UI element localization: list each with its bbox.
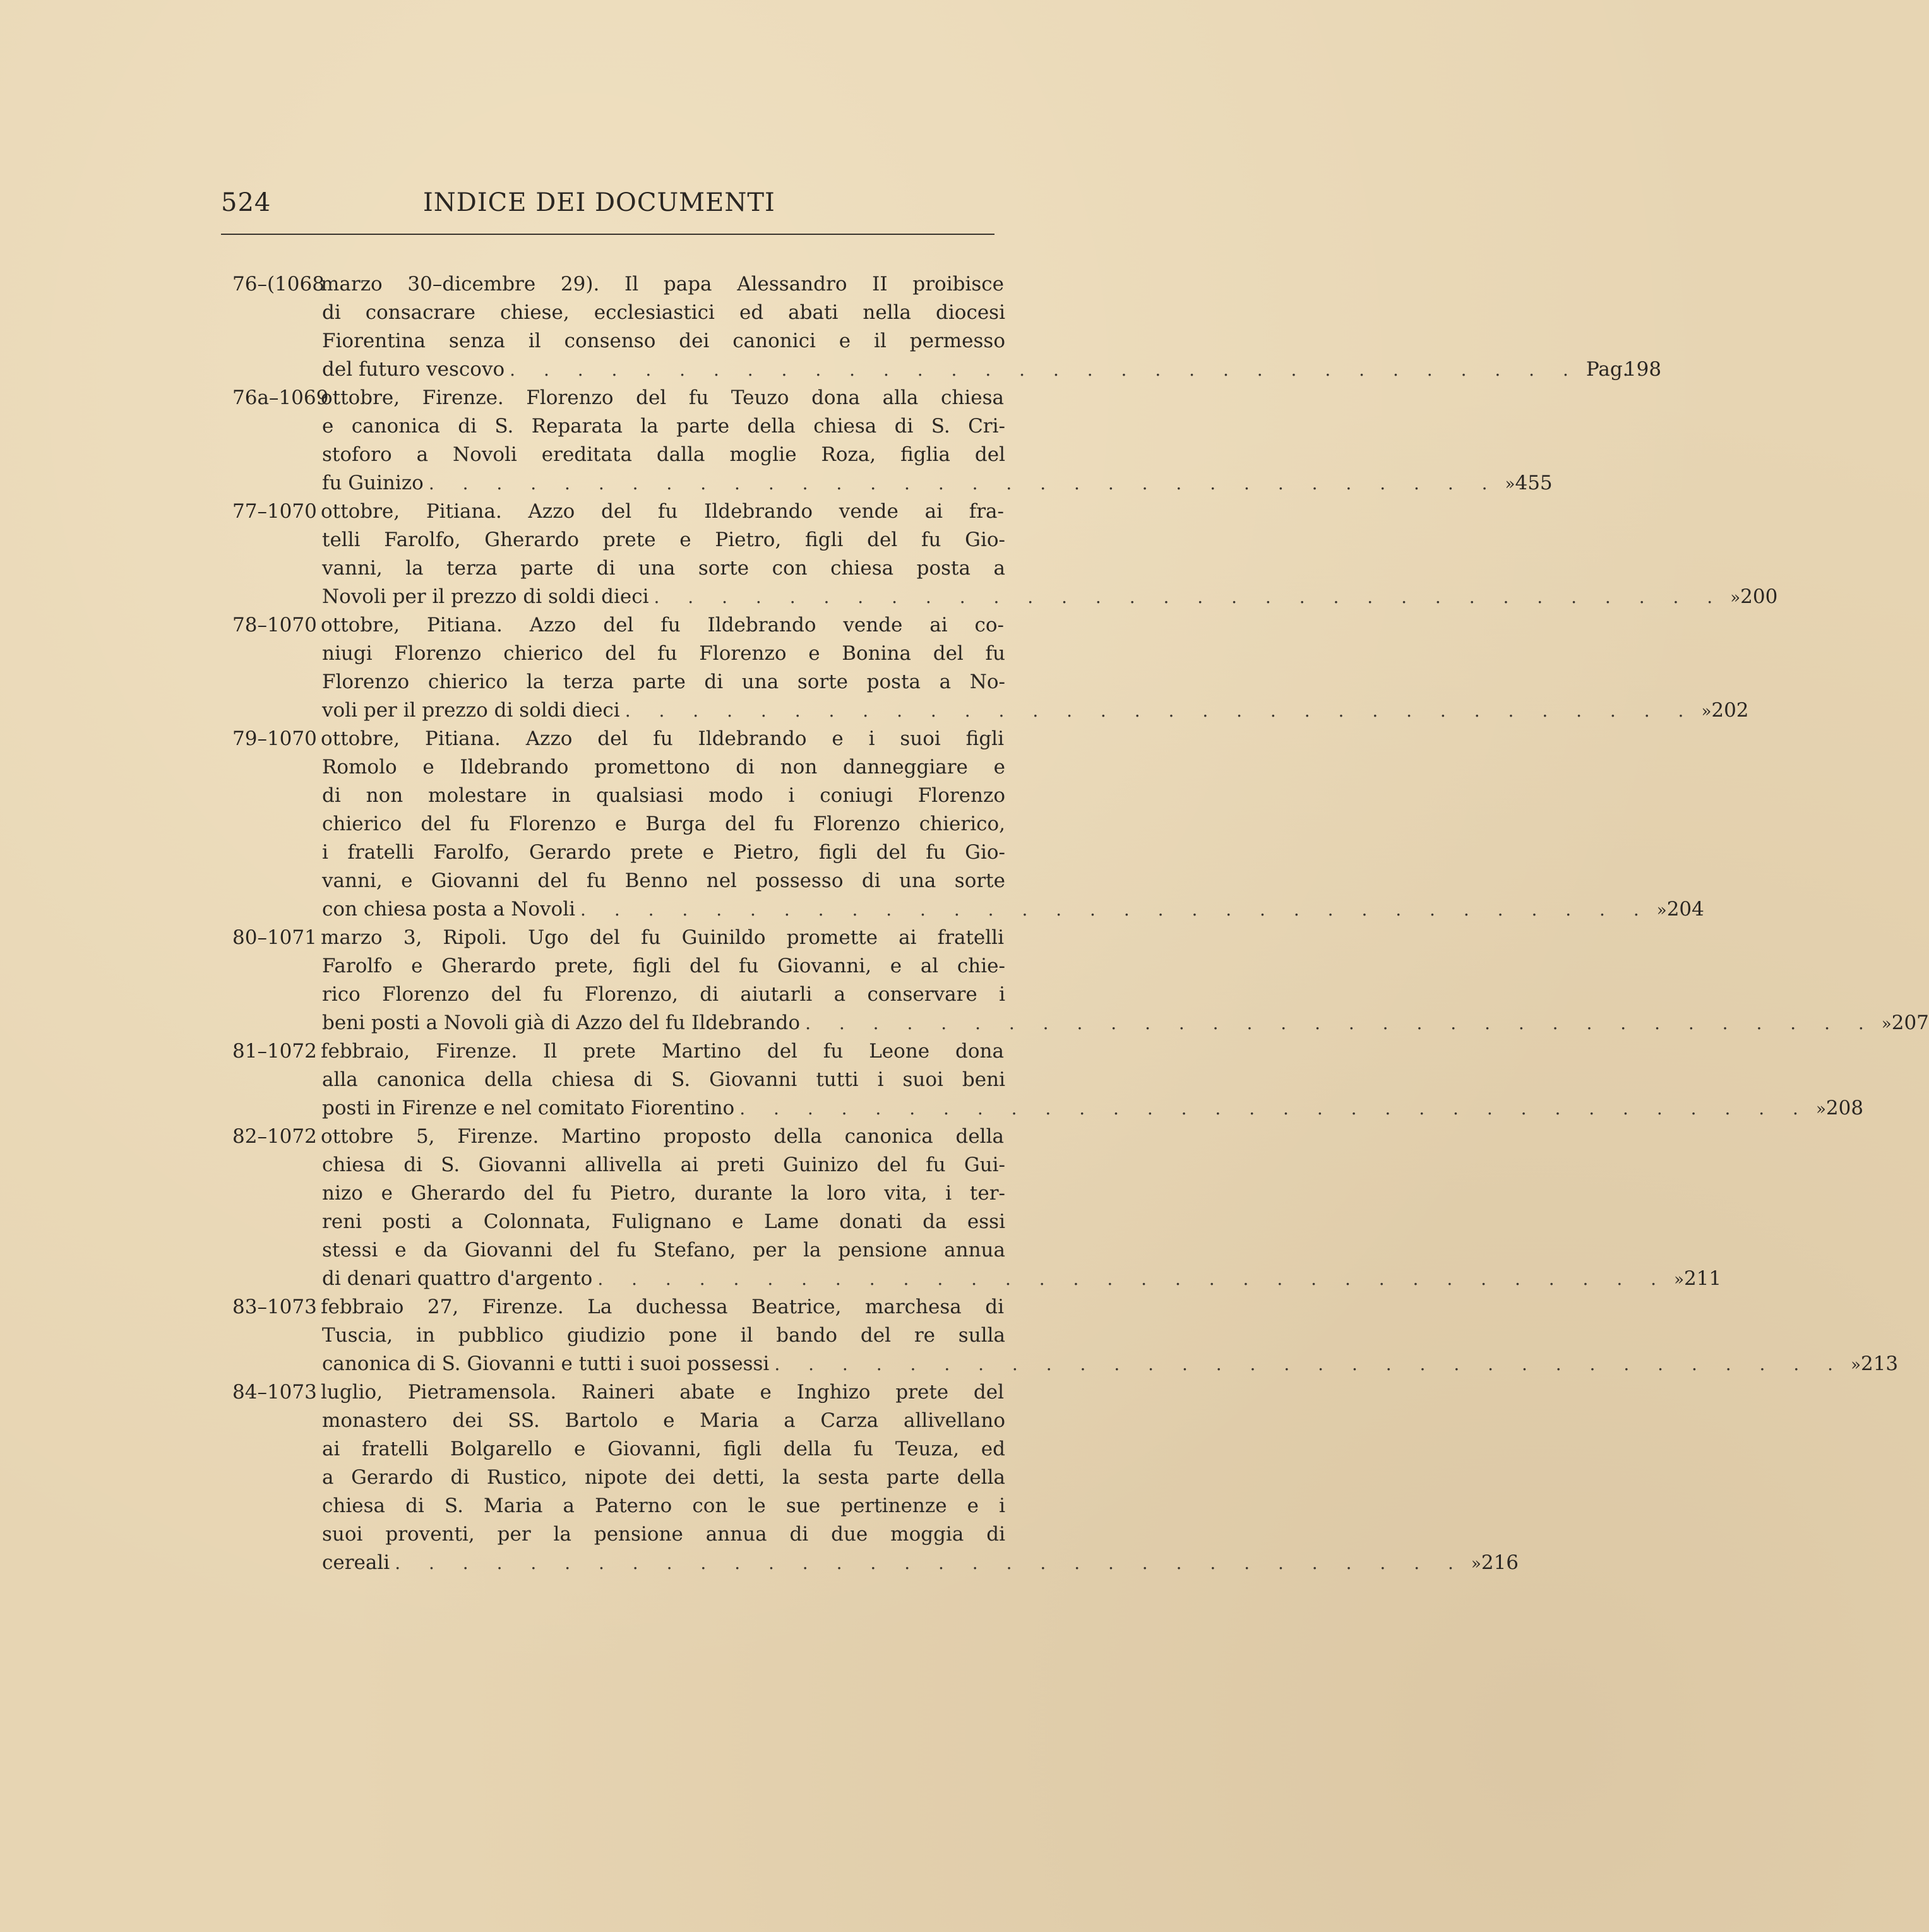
entry-line: luglio, Pietramensola. Raineri abate e Inghizo prete del — [321, 1381, 1004, 1404]
entry-number: 78–1070 — [232, 614, 317, 636]
entry-line: Tuscia, in pubblico giudizio pone il bando del re sulla — [322, 1324, 1005, 1347]
entry-last-text: cereali — [322, 1551, 390, 1574]
entry-line: di consacrare chiese, ecclesiastici ed abati nella diocesi — [322, 301, 1005, 324]
index-entry — [232, 1123, 1722, 1293]
page-label: » — [1815, 1100, 1826, 1119]
entry-line: Farolfo e Gherardo prete, figli del fu Giovanni, e al chie- — [322, 955, 1005, 977]
page-label: » — [1730, 588, 1741, 607]
entry-last-line — [322, 1350, 1899, 1378]
entry-line: reni posti a Colonnata, Fulignano e Lame donati da essi — [322, 1210, 1005, 1233]
entry-last-line — [322, 583, 1778, 611]
page-reference: 204 — [1666, 898, 1704, 921]
page-label: » — [1881, 1015, 1892, 1034]
entry-line: ottobre, Pitiana. Azzo del fu Ildebrando e i suoi figli — [321, 727, 1004, 750]
leader-dots: . . . . . . . . . . . . . . . . . . . . . . . . . . . . . . . . — [654, 587, 1724, 607]
entry-number: 76–(1068 — [232, 273, 325, 295]
running-title: INDICE DEI DOCUMENTI — [423, 188, 775, 217]
entry-last-line — [322, 355, 1662, 384]
entry-number: 82–1072 — [232, 1125, 317, 1148]
index-entry — [232, 384, 1553, 498]
entry-last-line — [322, 1549, 1519, 1577]
entry-number: 83–1073 — [232, 1296, 317, 1318]
page-reference: 211 — [1683, 1267, 1722, 1290]
index-entry — [232, 1293, 1899, 1378]
entry-line: niugi Florenzo chierico del fu Florenzo e Bonina del fu — [322, 642, 1005, 665]
page-reference: 208 — [1825, 1097, 1864, 1119]
page-reference: 455 — [1515, 472, 1553, 494]
entry-line: Romolo e Ildebrando promettono di non danneggiare e — [322, 756, 1005, 778]
entry-last-line — [322, 1094, 1864, 1123]
page-reference: 200 — [1740, 585, 1778, 608]
leader-dots: . . . . . . . . . . . . . . . . . . . . . . . . . . . . . . . . — [510, 359, 1580, 380]
entry-last-line — [322, 469, 1553, 498]
entry-number: 77–1070 — [232, 500, 317, 523]
page-label: » — [1505, 475, 1515, 494]
index-entry — [232, 1037, 1864, 1123]
entry-line: chierico del fu Florenzo e Burga del fu Florenzo chierico, — [322, 813, 1005, 835]
entry-line: ottobre 5, Firenze. Martino proposto della canonica della — [321, 1125, 1004, 1148]
page-reference: 207 — [1891, 1011, 1929, 1034]
entry-last-line — [322, 895, 1704, 924]
page-label: » — [1851, 1356, 1861, 1374]
page-label: Pag. — [1586, 358, 1629, 381]
entry-last-text: con chiesa posta a Novoli — [322, 898, 576, 921]
entry-line: vanni, e Giovanni del fu Benno nel possesso di una sorte — [322, 869, 1005, 892]
entry-line: Fiorentina senza il consenso dei canonici e il permesso — [322, 330, 1005, 352]
page-reference: 213 — [1860, 1352, 1899, 1375]
entry-line: chiesa di S. Maria a Paterno con le sue pertinenze e i — [322, 1494, 1005, 1517]
index-entry — [232, 611, 1749, 725]
entry-line: telli Farolfo, Gherardo prete e Pietro, figli del fu Gio- — [322, 528, 1005, 551]
entry-line: ai fratelli Bolgarello e Giovanni, figli della fu Teuza, ed — [322, 1438, 1005, 1460]
page-label: » — [1656, 901, 1667, 920]
entry-line: marzo 3, Ripoli. Ugo del fu Guinildo promette ai fratelli — [321, 926, 1004, 949]
entry-last-line — [322, 696, 1749, 725]
entry-last-text: voli per il prezzo di soldi dieci — [322, 699, 620, 722]
entry-number: 84–1073 — [232, 1381, 317, 1404]
entry-line: monastero dei SS. Bartolo e Maria a Carza allivellano — [322, 1409, 1005, 1432]
entry-last-line — [322, 1265, 1722, 1293]
index-entry — [232, 498, 1778, 611]
entry-line: stessi e da Giovanni del fu Stefano, per la pensione annua — [322, 1239, 1005, 1261]
page-reference: 198 — [1623, 358, 1662, 381]
page-number: 524 — [221, 188, 272, 217]
entry-line: marzo 30–dicembre 29). Il papa Alessandro II proibisce — [321, 273, 1004, 295]
leader-dots: . . . . . . . . . . . . . . . . . . . . . . . . . . . . . . . . — [395, 1553, 1465, 1573]
entry-last-text: beni posti a Novoli già di Azzo del fu Ildebrando — [322, 1011, 801, 1034]
page-label: » — [1674, 1270, 1684, 1289]
leader-dots: . . . . . . . . . . . . . . . . . . . . . . . . . . . . . . . . — [774, 1354, 1845, 1374]
entry-number: 79–1070 — [232, 727, 317, 750]
page-reference: 202 — [1711, 699, 1749, 722]
page-label: » — [1701, 702, 1712, 721]
entry-line: suoi proventi, per la pensione annua di due moggia di — [322, 1523, 1005, 1546]
entry-number: 80–1071 — [232, 926, 317, 949]
entry-last-text: canonica di S. Giovanni e tutti i suoi possessi — [322, 1352, 770, 1375]
entry-line: febbraio 27, Firenze. La duchessa Beatrice, marchesa di — [321, 1296, 1004, 1318]
entry-line: stoforo a Novoli ereditata dalla moglie Roza, figlia del — [322, 443, 1005, 466]
index-entry — [232, 924, 1929, 1037]
entry-line: a Gerardo di Rustico, nipote dei detti, la sesta parte della — [322, 1466, 1005, 1489]
document-index-list — [232, 270, 1929, 1577]
entry-line: i fratelli Farolfo, Gerardo prete e Pietro, figli del fu Gio- — [322, 841, 1005, 864]
entry-line: di non molestare in qualsiasi modo i coniugi Florenzo — [322, 784, 1005, 807]
entry-line: vanni, la terza parte di una sorte con chiesa posta a — [322, 557, 1005, 580]
entry-line: ottobre, Pitiana. Azzo del fu Ildebrando vende ai fra- — [321, 500, 1004, 523]
leader-dots: . . . . . . . . . . . . . . . . . . . . . . . . . . . . . . . . — [580, 899, 1651, 920]
entry-last-text: Novoli per il prezzo di soldi dieci — [322, 585, 649, 608]
index-entry — [232, 725, 1704, 924]
entry-line: rico Florenzo del fu Florenzo, di aiutarli a conservare i — [322, 983, 1005, 1006]
leader-dots: . . . . . . . . . . . . . . . . . . . . . . . . . . . . . . . . — [624, 700, 1695, 721]
entry-last-text: del futuro vescovo — [322, 358, 505, 381]
leader-dots: . . . . . . . . . . . . . . . . . . . . . . . . . . . . . . . . — [428, 473, 1499, 494]
entry-number: 76a–1069 — [232, 386, 329, 409]
entry-line: nizo e Gherardo del fu Pietro, durante la loro vita, i ter- — [322, 1182, 1005, 1205]
entry-line: alla canonica della chiesa di S. Giovanni tutti i suoi beni — [322, 1068, 1005, 1091]
entry-number: 81–1072 — [232, 1040, 317, 1063]
entry-last-text: fu Guinizo — [322, 472, 424, 494]
page-label: » — [1471, 1554, 1481, 1573]
page-reference: 216 — [1481, 1551, 1519, 1574]
leader-dots: . . . . . . . . . . . . . . . . . . . . . . . . . . . . . . . . — [597, 1268, 1668, 1289]
leader-dots: . . . . . . . . . . . . . . . . . . . . . . . . . . . . . . . . — [739, 1098, 1810, 1119]
entry-last-line — [322, 1009, 1929, 1037]
index-entry — [232, 1378, 1519, 1577]
index-entry — [232, 270, 1662, 384]
entry-line: e canonica di S. Reparata la parte della chiesa di S. Cri- — [322, 415, 1005, 438]
entry-last-text: di denari quattro d'argento — [322, 1267, 593, 1290]
page-header — [221, 188, 994, 235]
entry-line: Florenzo chierico la terza parte di una sorte posta a No- — [322, 671, 1005, 693]
entry-line: ottobre, Pitiana. Azzo del fu Ildebrando vende ai co- — [321, 614, 1004, 636]
leader-dots: . . . . . . . . . . . . . . . . . . . . . . . . . . . . . . . . — [805, 1013, 1875, 1034]
entry-line: ottobre, Firenze. Florenzo del fu Teuzo dona alla chiesa — [321, 386, 1004, 409]
entry-last-text: posti in Firenze e nel comitato Fiorentino — [322, 1097, 735, 1119]
entry-line: chiesa di S. Giovanni allivella ai preti Guinizo del fu Gui- — [322, 1154, 1005, 1176]
entry-line: febbraio, Firenze. Il prete Martino del fu Leone dona — [321, 1040, 1004, 1063]
